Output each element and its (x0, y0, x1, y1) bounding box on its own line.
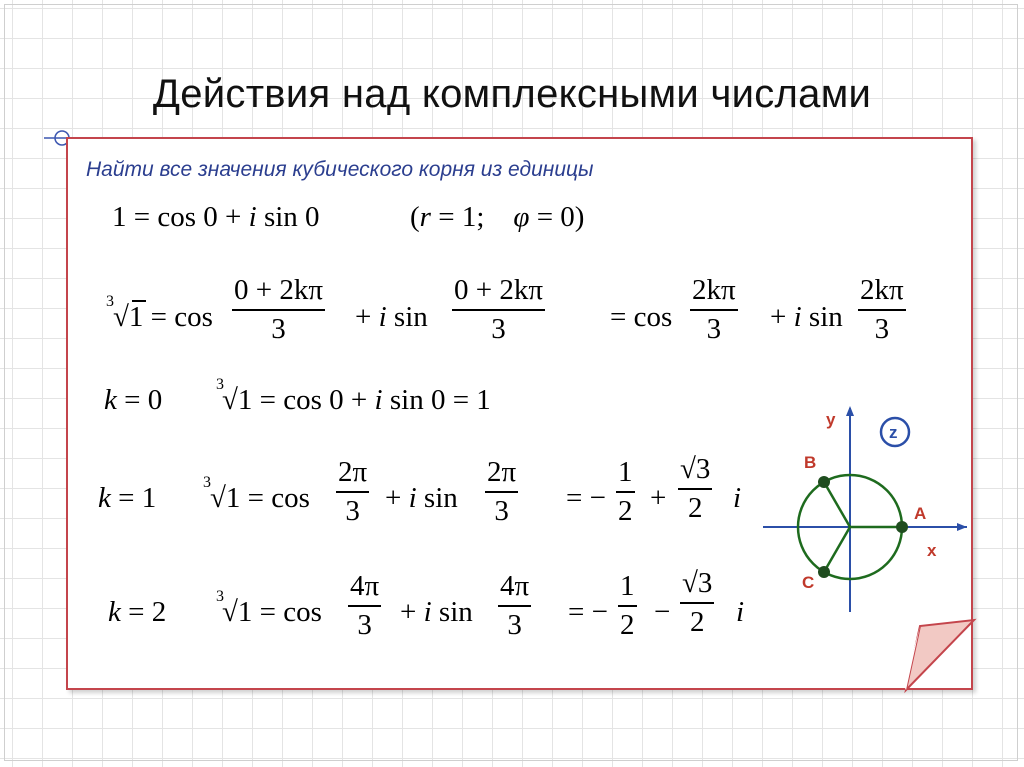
k1-eq: = − (566, 482, 606, 514)
fraction-2kpi: 2kπ 3 (692, 274, 736, 345)
point-a (896, 521, 908, 533)
k2-half: 1 2 (620, 570, 635, 641)
plus-i-sin-2: + i sin (770, 301, 843, 333)
radius-b (824, 482, 850, 527)
k0-label: k = 0 (104, 384, 163, 416)
fraction-angle: 0 + 2kπ 3 (234, 274, 323, 345)
k1-sign: + (650, 482, 667, 514)
point-label-a: A (914, 504, 927, 523)
x-axis-label: x (927, 541, 937, 560)
polar-parameters: (r = 1; φ = 0) (410, 201, 585, 233)
unit-circle-diagram (755, 400, 975, 620)
y-axis-label: y (826, 410, 836, 429)
k2-root-cos: √1 = cos (222, 596, 322, 628)
k1-imag-unit: i (733, 482, 742, 514)
k1-root-cos: √1 = cos (210, 482, 310, 514)
k2-imag-unit: i (736, 596, 745, 628)
point-b (818, 476, 830, 488)
page-curl-icon (900, 616, 980, 696)
eq-cos: = cos (610, 301, 673, 333)
k1-root-index: 3 (203, 474, 211, 491)
root-index: 3 (106, 293, 114, 310)
identity-formula: 1 = cos 0 + i sin 0 (112, 201, 320, 233)
k2-eq: = − (568, 596, 608, 628)
k2-fraction-1: 4π 3 (350, 570, 380, 641)
k2-plus-i-sin: + i sin (400, 596, 473, 628)
x-axis-arrow (957, 523, 967, 531)
fraction-2kpi-2: 2kπ 3 (860, 274, 904, 345)
root-bar (132, 300, 146, 302)
k1-sqrt3-over-2: √3 2 (680, 453, 711, 524)
task-text: Найти все значения кубического корня из единицы (86, 158, 594, 181)
k0-root-index: 3 (216, 376, 224, 393)
k2-root-index: 3 (216, 588, 224, 605)
root-cos: √1 = cos (113, 301, 213, 333)
radius-c (824, 527, 850, 572)
point-c (818, 566, 830, 578)
point-label-c: C (802, 573, 815, 593)
k2-sign: − (654, 596, 671, 628)
k1-fraction-2: 2π 3 (487, 456, 517, 527)
z-label: z (889, 423, 898, 442)
k2-sqrt3-over-2: √3 2 (682, 567, 713, 638)
k2-label: k = 2 (108, 596, 167, 628)
k1-plus-i-sin: + i sin (385, 482, 458, 514)
k1-label: k = 1 (98, 482, 157, 514)
plus-i-sin: + i sin (355, 301, 428, 333)
slide-title: Действия над комплексными числами (152, 72, 872, 116)
k1-half: 1 2 (618, 456, 633, 527)
point-label-b: B (804, 452, 817, 472)
fraction-angle-2: 0 + 2kπ 3 (454, 274, 543, 345)
y-axis-arrow (846, 406, 854, 416)
k0-formula: √1 = cos 0 + i sin 0 = 1 (222, 384, 491, 416)
k2-fraction-2: 4π 3 (500, 570, 530, 641)
k1-fraction-1: 2π 3 (338, 456, 368, 527)
